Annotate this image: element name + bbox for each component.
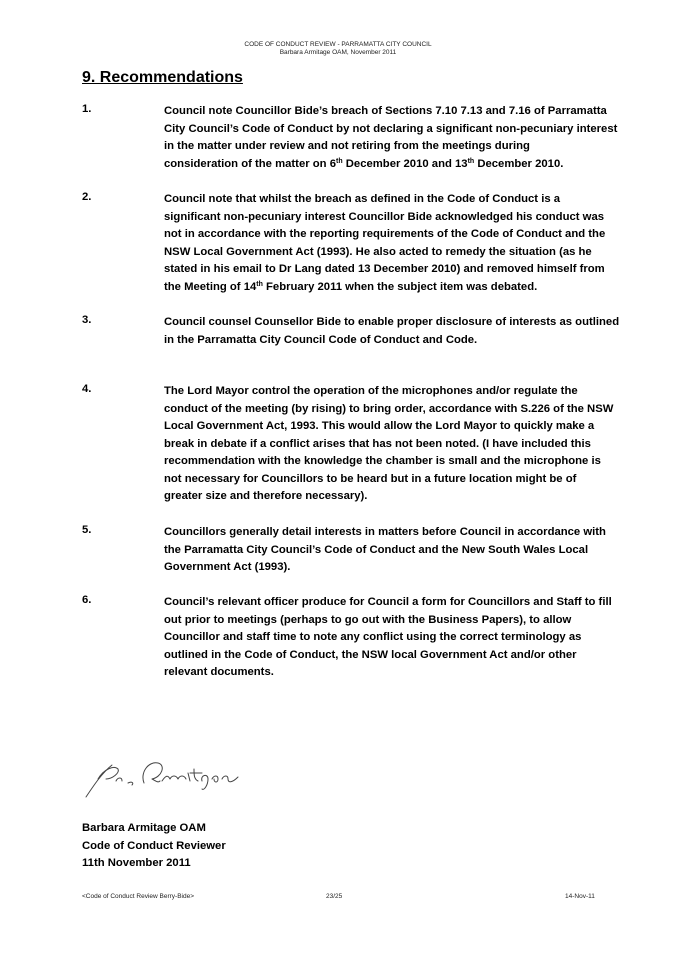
- text-line: in the matter under review and not retiring from the meetings during: [164, 140, 530, 152]
- recommendation-text: [164, 594, 612, 682]
- text-line: greater size and therefore necessary).: [164, 490, 368, 502]
- text-line: conduct of the meeting (by rising) to bring order, accordance with S.226 of the NSW: [164, 402, 614, 415]
- footer-date: 14-Nov-11: [565, 893, 595, 900]
- text-line: relevant documents.: [164, 666, 274, 678]
- text-line: City Council’s Code of Conduct by not declaring a significant non-pecuniary interest: [164, 122, 618, 135]
- text-line: Councillors generally detail interests in matters before Council in accordance with: [164, 526, 606, 538]
- text-line: not necessary for Councillors to be heard but in a future location might be of: [164, 472, 577, 485]
- text-line: recommendation with the knowledge the chamber is small and the microphone is: [164, 455, 601, 467]
- text-line: Council’s relevant officer produce for Council a form for Councillors and Staff to fill: [164, 596, 612, 608]
- text-line: outlined in the Code of Conduct, the NSW local Government Act and/or other: [164, 648, 577, 661]
- footer-document-name: <Code of Conduct Review Berry-Bide>: [82, 893, 195, 900]
- recommendation-number: 1.: [82, 103, 92, 115]
- signatory-name: Barbara Armitage OAM: [82, 822, 206, 834]
- handwritten-signature: [82, 755, 252, 800]
- text-line: stated in his email to Dr Lang dated 13 December 2010) and removed himself from: [164, 263, 605, 275]
- recommendation-number: 5.: [82, 524, 92, 536]
- recommendation-number: 4.: [82, 383, 92, 395]
- recommendation-number: 2.: [82, 191, 92, 203]
- text-line: out prior to meetings (perhaps to go out with the Business Papers), to allow: [164, 613, 572, 626]
- recommendation-text: [164, 314, 620, 349]
- text-line: not in accordance with the reporting requirements of the Code of Conduct and the: [164, 228, 606, 240]
- text-line: Councillor and staff time to note any conflict using the correct terminology as: [164, 631, 582, 643]
- recommendation-text: [164, 103, 618, 173]
- text-line: the Meeting of 14th February 2011 when the subject item was debated.: [164, 280, 538, 293]
- section-heading: 9. Recommendations: [82, 69, 243, 86]
- text-line: significant non-pecuniary interest Councillor Bide acknowledged his conduct was: [164, 210, 605, 223]
- text-line: Council note that whilst the breach as defined in the Code of Conduct is a: [164, 193, 561, 205]
- page-header: [0, 41, 676, 57]
- text-line: Council counsel Counsellor Bide to enable proper disclosure of interests as outlined: [164, 316, 620, 328]
- text-line: Government Act (1993).: [164, 561, 291, 573]
- text-line: break in debate if a conflict arises that has not been noted. (I have included this: [164, 437, 591, 450]
- text-line: Local Government Act, 1993. This would allow the Lord Mayor to quickly make a: [164, 420, 595, 432]
- signatory-date: 11th November 2011: [82, 857, 191, 869]
- text-line: The Lord Mayor control the operation of the microphones and/or regulate the: [164, 385, 578, 397]
- recommendation-text: [164, 524, 604, 577]
- signatory-block: [82, 820, 226, 873]
- text-line: consideration of the matter on 6th December 2010 and 13th December 2010.: [164, 157, 564, 170]
- text-line: in the Parramatta City Council Code of Conduct and Code.: [164, 333, 478, 346]
- recommendation-number: 3.: [82, 314, 92, 326]
- footer-page-number: 23/25: [326, 893, 343, 900]
- text-line: the Parramatta City Council’s Code of Conduct and the New South Wales Local: [164, 543, 589, 556]
- text-line: NSW Local Government Act (1993). He also acted to remedy the situation (as he: [164, 245, 592, 258]
- header-author: Barbara Armitage OAM, November 2011: [279, 49, 397, 56]
- recommendation-text: [164, 191, 604, 296]
- recommendation-number: 6.: [82, 594, 92, 606]
- signatory-role: Code of Conduct Reviewer: [82, 839, 226, 852]
- header-title: CODE OF CONDUCT REVIEW - PARRAMATTA CITY COUNCIL: [244, 41, 432, 48]
- text-line: Council note Councillor Bide’s breach of Sections 7.10 7.13 and 7.16 of Parramatta: [164, 105, 607, 117]
- recommendation-text: [164, 383, 614, 506]
